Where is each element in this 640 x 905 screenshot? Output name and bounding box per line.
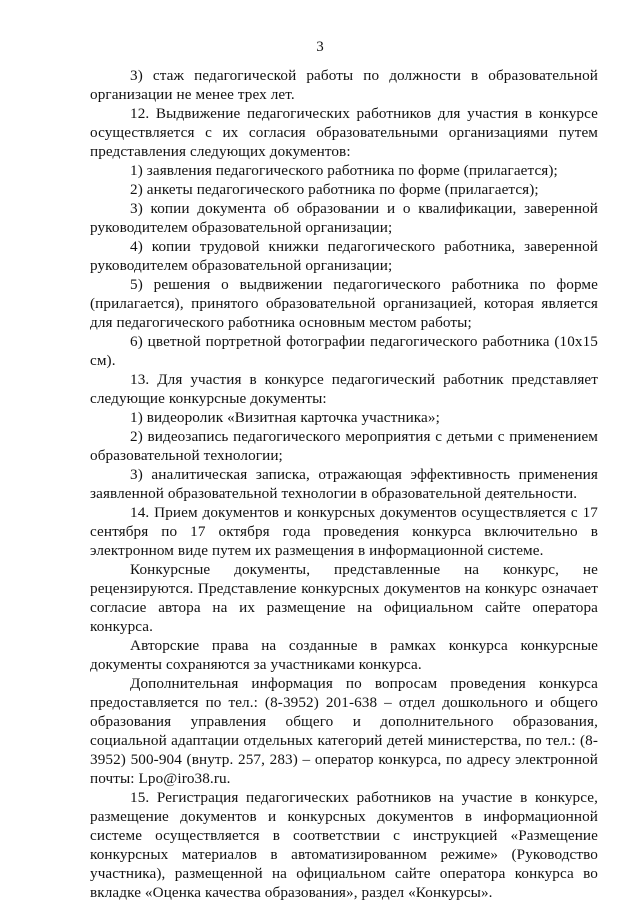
paragraph-15-registration: 15. Регистрация педагогических работников на участие в конкурсе, размещение документов и конкурсных документов в информационной системе осуществляется в соответствии с инструкцией «Размещение конкурсных материалов в автоматизированном режиме» (Руководство участника), размещенной на официальном сайте оператора конкурса во вкладке «Оценка качества образования», раздел «Конкурсы». [90,789,598,901]
paragraph-13-documents: 13. Для участия в конкурсе педагогический работник представляет следующие конкурсные документы: [90,371,598,407]
list-item-workbook-copy: 4) копии трудовой книжки педагогического работника, заверенной руководителем образовательной организации; [90,238,598,274]
paragraph-contact-info: Дополнительная информация по вопросам проведения конкурса предоставляется по тел.: (8-3952) 201-638 – отдел дошкольного и общего образования управления общего и дополнительного образования, социальной адаптации отдельных категорий детей министерства, по тел.: (8-3952) 500-904 (внутр. 257, 283) – оператор конкурса, по адресу электронной почты: Lpo@iro38.ru. [90,675,598,787]
paragraph-no-review: Конкурсные документы, представленные на конкурс, не рецензируются. Представление конкурсных документов на конкурс означает согласие автора на их размещение на официальном сайте оператора конкурса. [90,561,598,635]
paragraph-work-experience: 3) стаж педагогической работы по должности в образовательной организации не менее трех лет. [90,67,598,103]
list-item-nomination-decision: 5) решения о выдвижении педагогического работника по форме (прилагается), принятого образовательной организацией, которая является для педагогического работника основным местом работы; [90,276,598,331]
list-item-questionnaire: 2) анкеты педагогического работника по форме (прилагается); [130,181,539,198]
list-item-video-card: 1) видеоролик «Визитная карточка участника»; [130,409,440,426]
document-body [90,66,598,902]
list-item-photo: 6) цветной портретной фотографии педагогического работника (10x15 см). [90,333,598,369]
page-number: 3 [316,39,324,55]
list-item-video-lesson: 2) видеозапись педагогического мероприятия с детьми с применением образовательной технологии; [90,428,598,464]
list-item-application: 1) заявления педагогического работника по форме (прилагается); [130,162,558,179]
list-item-education-copy: 3) копии документа об образовании и о квалификации, заверенной руководителем образовательной организации; [90,200,598,236]
paragraph-14-acceptance: 14. Прием документов и конкурсных документов осуществляется с 17 сентября по 17 октября года проведения конкурса включительно в электронном виде путем их размещения в информационной системе. [90,504,598,559]
paragraph-12-nomination: 12. Выдвижение педагогических работников для участия в конкурсе осуществляется с их согласия образовательными организациями путем представления следующих документов: [90,105,598,160]
paragraph-copyright: Авторские права на созданные в рамках конкурса конкурсные документы сохраняются за участниками конкурса. [90,637,598,673]
list-item-analytical-note: 3) аналитическая записка, отражающая эффективность применения заявленной образовательной технологии в образовательной деятельности. [90,466,598,502]
